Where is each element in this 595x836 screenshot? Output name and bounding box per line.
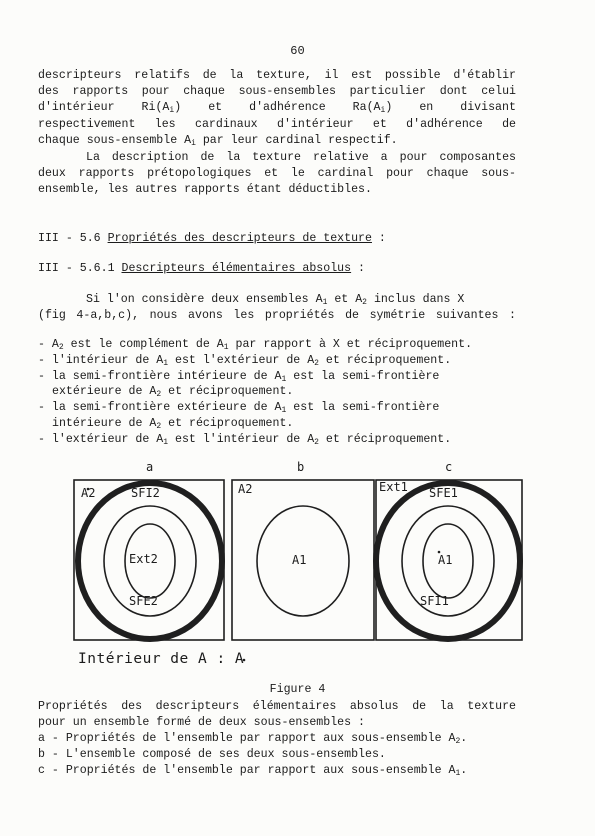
panel-a-bottom-label: SFE2 — [129, 594, 158, 608]
list-item-continuation: extérieure de $A_2$ et réciproquement. — [52, 385, 294, 400]
para3-line-1: Si l'on considère deux ensembles $A_1$ et $A_2$ inclus dans X — [86, 293, 465, 307]
list-item: - $A_2$ est le complément de $A_1$ par rapport à X et réciproquement. — [38, 338, 473, 352]
text-fragment: $Ri(A_i)$ — [141, 101, 182, 116]
para3-line-2: (fig 4-a,b,c), nous avons les propriétés de symétrie suivantes : — [38, 309, 516, 323]
panel-a-center-label: Ext2 — [129, 552, 158, 566]
panel-b-corner-label: A2 — [238, 482, 253, 496]
text-fragment: d'intérieur — [38, 101, 115, 115]
panel-label-a: a — [146, 460, 154, 474]
panel-c-center-label: A1 — [438, 553, 453, 567]
text-fragment: divisant — [460, 101, 516, 115]
para1-line-4: respectivement les cardinaux d'intérieur et d'adhérence de — [38, 117, 516, 131]
text-fragment: et — [208, 101, 223, 115]
para2-line-2: deux rapports prétopologiques et le cardinal pour chaque sous- — [38, 167, 516, 181]
section-heading-5-6-1: III - 5.6.1 Descripteurs élémentaires absolus : — [38, 262, 366, 275]
caption-item-a: a - Propriétés de l'ensemble par rapport aux sous-ensemble $A_2$. — [38, 732, 468, 746]
caption-item-c: c - Propriétés de l'ensemble par rapport aux sous-ensemble $A_1$. — [38, 764, 468, 778]
figure-legend: Intérieur de A : A — [78, 651, 245, 667]
list-item: - la semi-frontière intérieure de $A_1$ est la semi-frontière — [38, 369, 440, 384]
para1-line-1: descripteurs relatifs de la texture, il est possible d'établir — [38, 69, 516, 82]
list-item: - l'extérieur de $A_1$ est l'intérieur de $A_2$ et réciproquement. — [38, 432, 452, 447]
text-fragment: d'adhérence — [249, 101, 326, 115]
symmetry-properties-list — [38, 337, 518, 448]
panel-c-top-label: SFE1 — [429, 486, 458, 500]
panel-label-c: c — [445, 460, 453, 474]
para2-line-3: ensemble, les autres rapports étant déductibles. — [38, 183, 372, 197]
paragraph-3 — [38, 292, 516, 324]
para1-line-5: chaque sous-ensemble $A_i$ par leur cardinal respectif. — [38, 133, 398, 148]
figure-title: Figure 4 — [269, 683, 326, 696]
panel-b-center-label: A1 — [292, 553, 307, 567]
para1-line-2: des rapports pour chaque sous-ensembles particulier dont celui — [38, 85, 516, 99]
text-fragment: en — [419, 101, 434, 115]
list-item-continuation: intérieure de $A_2$ et réciproquement. — [52, 416, 294, 431]
panel-c-corner-label: Ext1 — [379, 480, 408, 494]
section-heading-5-6: III - 5.6 Propriétés des descripteurs de texture : — [38, 232, 386, 245]
caption-line-2: pour un ensemble formé de deux sous-ensembles : — [38, 716, 365, 729]
paragraph-1 — [38, 68, 516, 149]
caption-line-1: Propriétés des descripteurs élémentaires absolus de la texture — [38, 700, 516, 713]
text-fragment: $Ra(A_i)$ — [352, 101, 393, 116]
panel-c-bottom-label: SFI1 — [420, 594, 449, 608]
panel-a-top-label: SFI2 — [131, 486, 160, 500]
caption-item-b: b - L'ensemble composé de ses deux sous-ensembles. — [38, 748, 386, 761]
panel-a-corner-label: A2 — [81, 486, 96, 500]
paragraph-2 — [38, 150, 516, 199]
figure-caption — [38, 699, 518, 779]
para1-line-3 — [38, 100, 516, 116]
page-number: 60 — [290, 44, 305, 58]
list-item: - la semi-frontière extérieure de $A_1$ est la semi-frontière — [38, 401, 440, 416]
list-item: - l'intérieur de $A_1$ est l'extérieur de $A_2$ et réciproquement. — [38, 353, 452, 368]
figure-4 — [60, 458, 530, 688]
panel-label-b: b — [297, 460, 305, 474]
para2-line-1: La description de la texture relative a pour composantes — [86, 151, 516, 164]
